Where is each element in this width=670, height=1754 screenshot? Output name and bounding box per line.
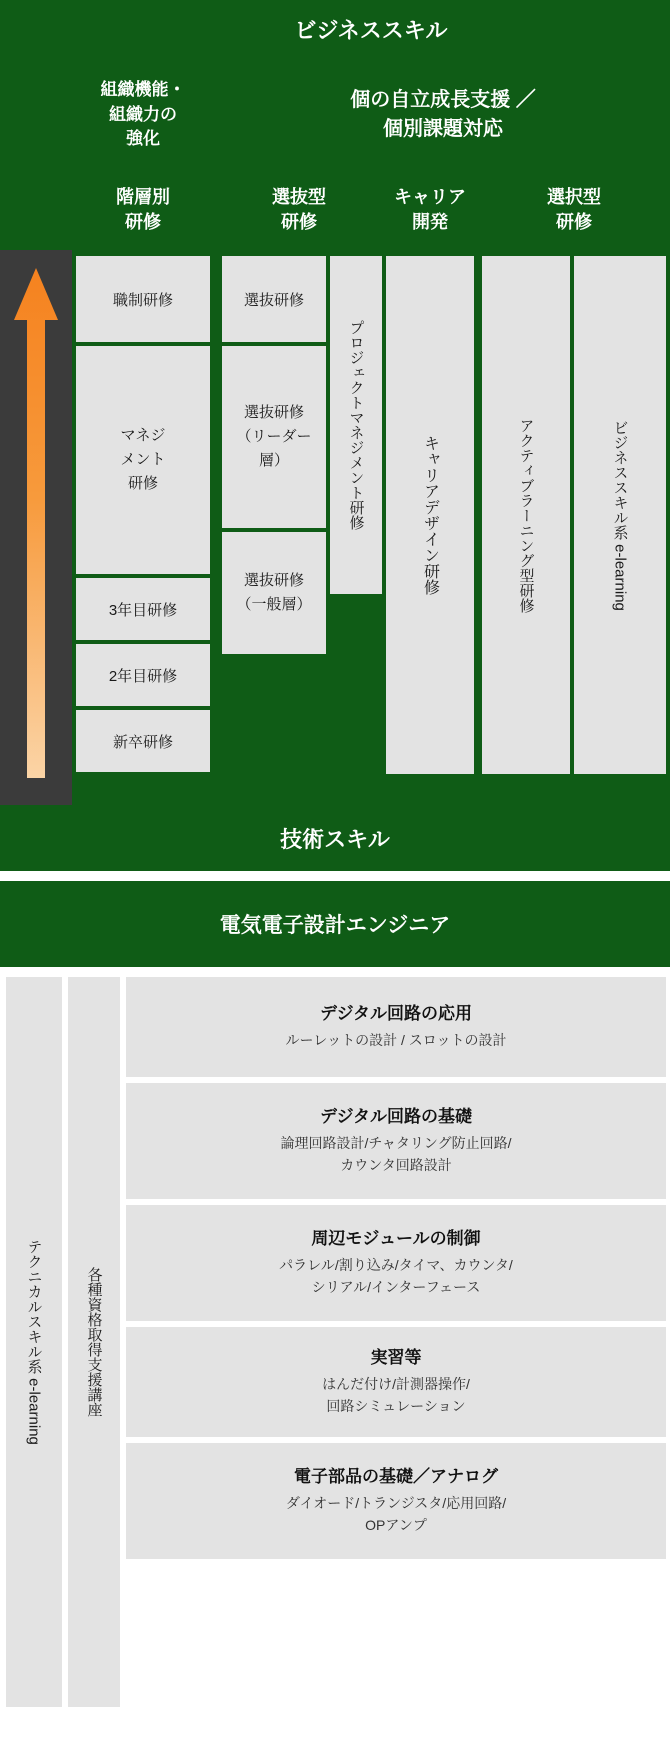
technical-skill-title: 技術スキル [0, 805, 670, 871]
training-box-year2[interactable]: 2年目研修 [76, 644, 210, 706]
course-description: 論理回路設計/チャタリング防止回路/ カウンタ回路設計 [280, 1135, 512, 1173]
training-box-technical-elearning[interactable]: テクニカルスキル系 e-learning [6, 977, 62, 1707]
section-divider [0, 871, 670, 881]
growth-arrow-icon [14, 268, 58, 778]
course-description: ルーレットの設計 / スロットの設計 [285, 1032, 507, 1049]
course-digital-basics[interactable] [126, 1083, 666, 1199]
training-box-management[interactable]: マネジ メント 研修 [76, 346, 210, 574]
training-box-qualification-support[interactable]: 各種資格取得支援講座 [68, 977, 120, 1707]
group-header-org: 組織機能・ 組織力の 強化 [72, 60, 214, 170]
training-box-business-elearning[interactable]: ビジネススキル系 e-learning [574, 256, 666, 774]
training-box-newgrad[interactable]: 新卒研修 [76, 710, 210, 772]
training-box-selection-general[interactable]: 選抜研修 （一般層） [222, 532, 326, 654]
business-skill-section [0, 0, 670, 805]
course-title: 周辺モジュールの制御 [311, 1229, 481, 1249]
business-skill-title: ビジネススキル [72, 0, 670, 58]
course-description: ダイオード/トランジスタ/応用回路/ OPアンプ [285, 1495, 507, 1533]
course-electronic-parts-analog[interactable] [126, 1443, 666, 1559]
technical-skill-section [0, 805, 670, 1713]
training-box-career-design[interactable]: キャリアデザイン研修 [386, 256, 474, 774]
column-header-selection: 選抜型 研修 [216, 172, 382, 248]
course-title: デジタル回路の応用 [320, 1004, 472, 1024]
course-title: 電子部品の基礎／アナログ [294, 1467, 498, 1487]
column-header-elective: 選択型 研修 [478, 172, 670, 248]
technical-course-grid [0, 967, 670, 1713]
technical-skill-subtitle: 電気電子設計エンジニア [0, 881, 670, 967]
column-header-career: キャリア 開発 [384, 172, 476, 248]
column-header-hierarchy: 階層別 研修 [72, 172, 214, 248]
course-title: デジタル回路の基礎 [320, 1107, 472, 1127]
training-box-project-management[interactable]: プロジェクトマネジメント研修 [330, 256, 382, 594]
course-practical-training[interactable] [126, 1327, 666, 1437]
training-box-active-learning[interactable]: アクティブラーニング型研修 [482, 256, 570, 774]
course-title: 実習等 [370, 1348, 422, 1368]
training-box-shokusei[interactable]: 職制研修 [76, 256, 210, 342]
training-box-selection-leader[interactable]: 選抜研修 （リーダー 層） [222, 346, 326, 528]
training-box-year3[interactable]: 3年目研修 [76, 578, 210, 640]
course-peripheral-module-control[interactable] [126, 1205, 666, 1321]
course-description: はんだ付け/計測器操作/ 回路シミュレーション [322, 1376, 470, 1414]
training-box-selection[interactable]: 選抜研修 [222, 256, 326, 342]
course-digital-applied[interactable] [126, 977, 666, 1077]
course-description: パラレル/割り込み/タイマ、カウンタ/ シリアル/インターフェース [279, 1257, 513, 1295]
group-header-individual: 個の自立成長支援 ／ 個別課題対応 [216, 60, 670, 170]
